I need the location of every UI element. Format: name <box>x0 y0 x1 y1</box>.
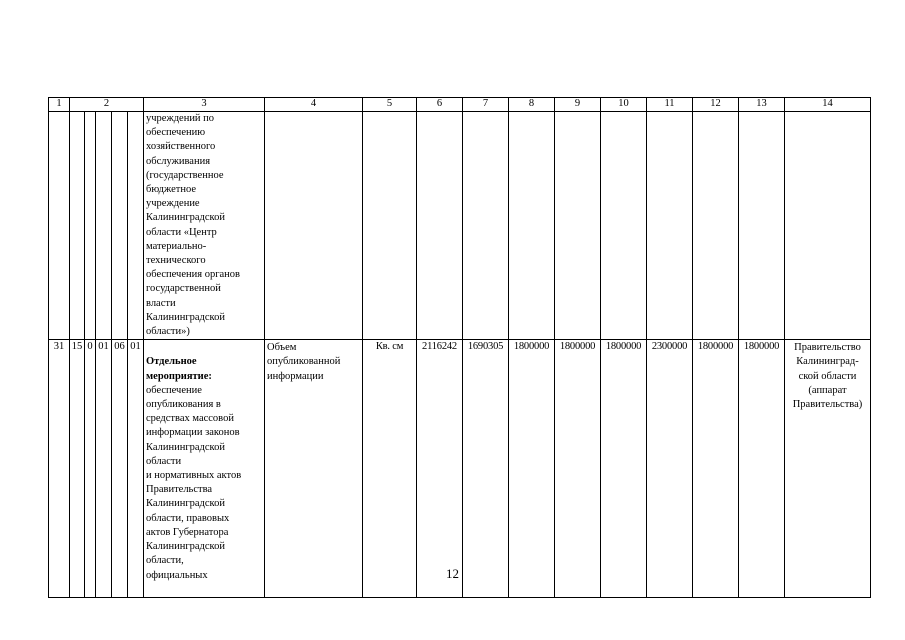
responsible-executor: Правительство Калининград- ской области (аппарат Правительства) <box>785 340 871 598</box>
empty-cell <box>128 112 144 340</box>
header-cell: 9 <box>555 98 601 112</box>
empty-cell <box>265 112 363 340</box>
header-cell: 7 <box>463 98 509 112</box>
header-cell: 4 <box>265 98 363 112</box>
value-cell: 2116242 <box>417 340 463 598</box>
header-cell: 2 <box>70 98 144 112</box>
value-cell: 1800000 <box>693 340 739 598</box>
empty-cell <box>555 112 601 340</box>
program-code: 15 <box>70 340 85 598</box>
empty-cell <box>112 112 128 340</box>
value-cell: 1800000 <box>601 340 647 598</box>
header-cell: 11 <box>647 98 693 112</box>
program-table <box>48 97 871 598</box>
activity-title: Отдельное мероприятие: <box>146 356 212 382</box>
header-cell: 6 <box>417 98 463 112</box>
empty-cell <box>785 112 871 340</box>
empty-cell <box>85 112 96 340</box>
empty-cell <box>601 112 647 340</box>
indicator-name: Объем опубликованной информации <box>265 340 363 598</box>
header-cell: 10 <box>601 98 647 112</box>
table-row <box>49 112 871 340</box>
value-cell: 1690305 <box>463 340 509 598</box>
header-cell: 13 <box>739 98 785 112</box>
row-number: 31 <box>49 340 70 598</box>
table-row <box>49 340 871 598</box>
empty-cell <box>509 112 555 340</box>
value-cell: 2300000 <box>647 340 693 598</box>
description-continuation: учреждений по обеспечению хозяйственного обслуживания (государственное бюджетное учреждение Калининградской области «Центр материально- технического обеспечения органов государственной власти Калининградской области») <box>144 112 265 340</box>
header-cell: 1 <box>49 98 70 112</box>
activity-description <box>144 340 265 598</box>
activity-text: обеспечение опубликования в средствах массовой информации законов Калининградской области и нормативных актов Правительства Калининградской области, правовых актов Губернатора Калининградской области, официальных <box>146 384 242 581</box>
page-number: 12 <box>446 566 459 581</box>
empty-cell <box>96 112 112 340</box>
subprogram-code: 0 <box>85 340 96 598</box>
empty-cell <box>463 112 509 340</box>
header-cell: 12 <box>693 98 739 112</box>
value-cell: 1800000 <box>509 340 555 598</box>
task-code: 01 <box>96 340 112 598</box>
value-cell: 1800000 <box>739 340 785 598</box>
header-cell: 8 <box>509 98 555 112</box>
empty-cell <box>49 112 70 340</box>
item-code: 01 <box>128 340 144 598</box>
unit-of-measure: Кв. см <box>363 340 417 598</box>
header-cell: 5 <box>363 98 417 112</box>
empty-cell <box>363 112 417 340</box>
header-row <box>49 98 871 112</box>
empty-cell <box>417 112 463 340</box>
empty-cell <box>70 112 85 340</box>
value-cell: 1800000 <box>555 340 601 598</box>
activity-code: 06 <box>112 340 128 598</box>
header-cell: 3 <box>144 98 265 112</box>
header-cell: 14 <box>785 98 871 112</box>
empty-cell <box>739 112 785 340</box>
empty-cell <box>647 112 693 340</box>
empty-cell <box>693 112 739 340</box>
